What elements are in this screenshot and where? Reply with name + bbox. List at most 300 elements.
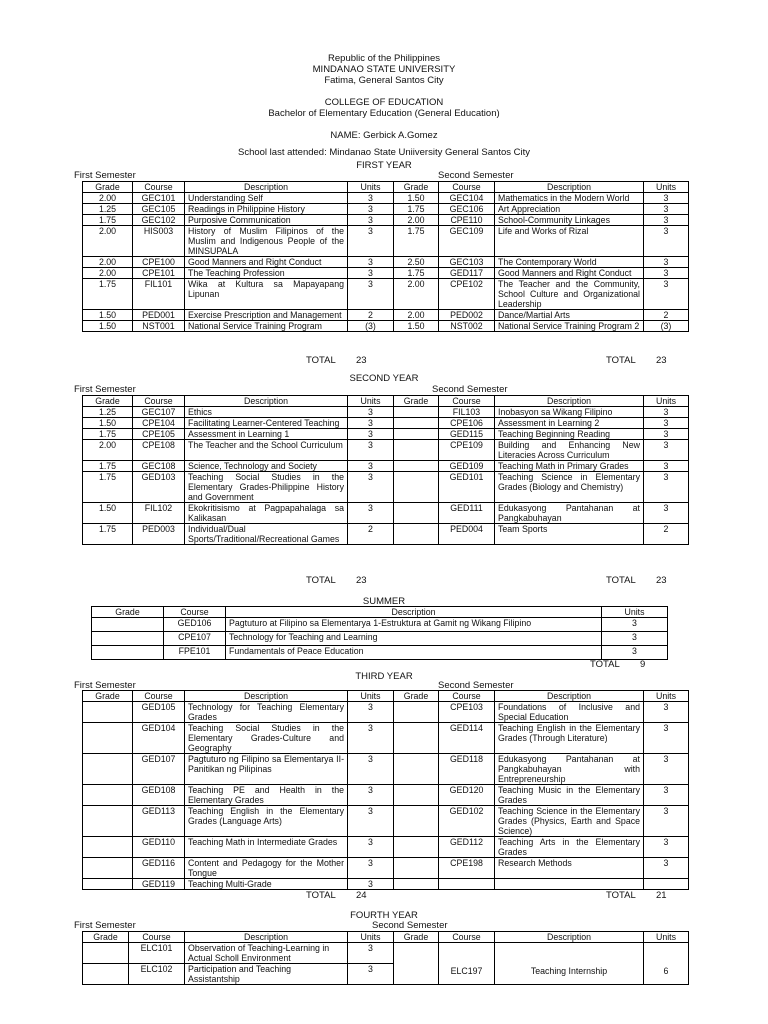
table-row xyxy=(83,279,689,310)
units-cell: (3) xyxy=(348,321,394,332)
course-code-cell: FIL103 xyxy=(439,407,495,418)
year-title: FIRST YEAR xyxy=(356,160,412,171)
description-cell: Exercise Prescription and Management xyxy=(185,310,348,321)
course-code-cell: CPE109 xyxy=(439,440,495,461)
units-cell: 3 xyxy=(348,858,394,879)
first-semester-label: First Semester xyxy=(74,680,136,691)
grade-cell xyxy=(394,858,439,879)
units-cell xyxy=(644,879,689,890)
table-row xyxy=(83,310,689,321)
units-cell: 6 xyxy=(644,943,689,985)
column-header: Course xyxy=(129,932,185,943)
grade-cell xyxy=(83,723,133,754)
grade-cell xyxy=(83,837,133,858)
units-cell: 3 xyxy=(348,407,394,418)
column-header: Grade xyxy=(83,932,129,943)
total-label: TOTAL xyxy=(606,890,636,901)
table-header-row xyxy=(83,691,689,702)
grade-cell xyxy=(83,702,133,723)
course-code-cell: GEC101 xyxy=(133,193,185,204)
second-semester-label: Second Semester xyxy=(372,920,448,931)
column-header: Course xyxy=(133,691,185,702)
course-code-cell: CPE110 xyxy=(439,215,495,226)
course-code-cell: GED120 xyxy=(439,785,495,806)
table-header-row xyxy=(92,607,668,618)
course-code-cell: GED119 xyxy=(133,879,185,890)
column-header: Units xyxy=(348,182,394,193)
description-cell: Participation and Teaching Assistantship xyxy=(185,964,348,985)
grade-cell xyxy=(394,785,439,806)
school-last-attended: School last attended: Mindanao State Uniiversity General Santos City xyxy=(237,147,531,158)
description-cell: Teaching Social Studies in the Elementary Grades-Culture and Geography xyxy=(185,723,348,754)
table-row xyxy=(92,632,668,646)
total-summer: 9 xyxy=(640,659,646,670)
total-label: TOTAL xyxy=(606,355,636,366)
table-row xyxy=(83,440,689,461)
units-cell: 3 xyxy=(644,429,689,440)
grade-cell: 1.75 xyxy=(394,268,439,279)
grade-cell xyxy=(83,858,133,879)
course-code-cell: CPE107 xyxy=(164,632,226,646)
grade-cell: 2.00 xyxy=(394,310,439,321)
description-cell: Understanding Self xyxy=(185,193,348,204)
grade-cell xyxy=(394,879,439,890)
column-header: Course xyxy=(133,396,185,407)
table-row xyxy=(83,785,689,806)
units-cell: 3 xyxy=(348,193,394,204)
description-cell: The Teaching Profession xyxy=(185,268,348,279)
grade-cell xyxy=(394,503,439,524)
column-header: Grade xyxy=(83,396,133,407)
table-header-row xyxy=(83,182,689,193)
table-row xyxy=(83,806,689,837)
course-code-cell: GED101 xyxy=(439,472,495,503)
units-cell: 3 xyxy=(644,785,689,806)
units-cell: 3 xyxy=(644,723,689,754)
first-semester-label: First Semester xyxy=(74,384,136,395)
column-header: Units xyxy=(644,932,689,943)
description-cell: Teaching English in the Elementary Grades (Language Arts) xyxy=(185,806,348,837)
description-cell: Purposive Communication xyxy=(185,215,348,226)
units-cell: 3 xyxy=(644,806,689,837)
column-header: Grade xyxy=(92,607,164,618)
column-header: Course xyxy=(164,607,226,618)
column-header: Grade xyxy=(394,182,439,193)
year-title: SECOND YEAR xyxy=(349,373,419,384)
column-header: Grade xyxy=(83,691,133,702)
description-cell: Research Methods xyxy=(495,858,644,879)
description-cell: Edukasyong Pantahanan at Pangkabuhayan xyxy=(495,503,644,524)
column-header: Grade xyxy=(394,932,439,943)
description-cell: Content and Pedagogy for the Mother Tongue xyxy=(185,858,348,879)
total-label: TOTAL xyxy=(306,575,336,586)
grade-cell: 1.50 xyxy=(83,503,133,524)
table-row xyxy=(83,524,689,545)
grade-cell: 1.50 xyxy=(394,193,439,204)
units-cell: 3 xyxy=(348,964,394,985)
description-cell: Wika at Kultura sa Mapayapang Lipunan xyxy=(185,279,348,310)
units-cell: 3 xyxy=(644,279,689,310)
column-header: Description xyxy=(185,691,348,702)
description-cell xyxy=(495,879,644,890)
table-row xyxy=(83,858,689,879)
units-cell: 3 xyxy=(348,943,394,964)
course-code-cell: GED110 xyxy=(133,837,185,858)
units-cell: 3 xyxy=(644,837,689,858)
third-year-body xyxy=(82,701,689,890)
description-cell: Technology for Teaching and Learning xyxy=(226,632,602,646)
course-code-cell: CPE101 xyxy=(133,268,185,279)
units-cell: 3 xyxy=(348,723,394,754)
grade-cell: 2.00 xyxy=(394,279,439,310)
total-label: TOTAL xyxy=(306,355,336,366)
column-header: Description xyxy=(495,691,644,702)
grade-cell xyxy=(83,754,133,785)
grade-cell: 1.50 xyxy=(394,321,439,332)
units-cell: 3 xyxy=(644,858,689,879)
table-row xyxy=(92,618,668,632)
table-row xyxy=(83,321,689,332)
grade-cell: 1.50 xyxy=(83,418,133,429)
course-code-cell: GED113 xyxy=(133,806,185,837)
course-code-cell: GEC102 xyxy=(133,215,185,226)
grade-cell xyxy=(394,806,439,837)
column-header: Units xyxy=(644,182,689,193)
grade-cell: 1.75 xyxy=(83,429,133,440)
course-code-cell: CPE106 xyxy=(439,418,495,429)
units-cell: 3 xyxy=(348,754,394,785)
units-cell: (3) xyxy=(644,321,689,332)
table-row xyxy=(83,943,689,964)
description-cell: Teaching Math in Intermediate Grades xyxy=(185,837,348,858)
description-cell: Building and Enhancing New Literacies Across Curriculum xyxy=(495,440,644,461)
units-cell: 3 xyxy=(602,632,668,646)
description-cell: Technology for Teaching Elementary Grades xyxy=(185,702,348,723)
course-code-cell: GED117 xyxy=(439,268,495,279)
course-code-cell: GEC104 xyxy=(439,193,495,204)
column-header: Course xyxy=(439,182,495,193)
first-year-body xyxy=(82,192,689,332)
units-cell: 3 xyxy=(348,472,394,503)
course-code-cell: ELC197 xyxy=(439,943,495,985)
grade-cell xyxy=(394,461,439,472)
course-code-cell: GEC107 xyxy=(133,407,185,418)
description-cell: Dance/Martial Arts xyxy=(495,310,644,321)
column-header: Description xyxy=(226,607,602,618)
units-cell: 3 xyxy=(644,257,689,268)
column-header: Units xyxy=(348,932,394,943)
units-cell: 3 xyxy=(348,204,394,215)
units-cell: 3 xyxy=(644,503,689,524)
units-cell: 2 xyxy=(348,310,394,321)
first-semester-label: First Semester xyxy=(74,170,136,181)
course-code-cell: GEC105 xyxy=(133,204,185,215)
grade-cell xyxy=(394,524,439,545)
table-row xyxy=(83,503,689,524)
total-second-semester: 23 xyxy=(656,575,667,586)
column-header: Description xyxy=(495,182,644,193)
table-row xyxy=(83,837,689,858)
column-header: Description xyxy=(185,932,348,943)
units-cell: 3 xyxy=(348,837,394,858)
student-name: NAME: Gerbick A.Gomez xyxy=(330,130,438,141)
description-cell: School-Community Linkages xyxy=(495,215,644,226)
grade-cell xyxy=(83,943,129,964)
description-cell: Teaching Science in the Elementary Grades (Physics, Earth and Space Science) xyxy=(495,806,644,837)
grade-cell xyxy=(394,472,439,503)
grade-cell: 2.00 xyxy=(83,268,133,279)
description-cell: Facilitating Learner-Centered Teaching xyxy=(185,418,348,429)
course-code-cell: CPE108 xyxy=(133,440,185,461)
total-label: TOTAL xyxy=(306,890,336,901)
description-cell: Teaching Math in Primary Grades xyxy=(495,461,644,472)
grade-cell: 1.25 xyxy=(83,407,133,418)
units-cell: 2 xyxy=(644,524,689,545)
summer-title: SUMMER xyxy=(362,596,406,607)
description-cell: The Contemporary World xyxy=(495,257,644,268)
grade-cell xyxy=(394,837,439,858)
course-code-cell: CPE100 xyxy=(133,257,185,268)
course-code-cell: GED104 xyxy=(133,723,185,754)
grade-cell: 1.75 xyxy=(83,279,133,310)
units-cell: 2 xyxy=(644,310,689,321)
grade-cell: 1.75 xyxy=(83,461,133,472)
grade-cell: 2.00 xyxy=(394,215,439,226)
description-cell: Observation of Teaching-Learning in Actual Scholl Environment xyxy=(185,943,348,964)
total-label: TOTAL xyxy=(606,575,636,586)
course-code-cell: FPE101 xyxy=(164,646,226,660)
units-cell: 3 xyxy=(348,806,394,837)
table-row xyxy=(83,429,689,440)
grade-cell xyxy=(394,407,439,418)
course-code-cell xyxy=(439,879,495,890)
course-code-cell: HIS003 xyxy=(133,226,185,257)
units-cell: 3 xyxy=(602,646,668,660)
units-cell: 3 xyxy=(644,268,689,279)
course-code-cell: PED003 xyxy=(133,524,185,545)
column-header: Grade xyxy=(394,396,439,407)
description-cell: National Service Training Program xyxy=(185,321,348,332)
units-cell: 3 xyxy=(348,268,394,279)
description-cell: Readings in Philippine History xyxy=(185,204,348,215)
table-row xyxy=(83,226,689,257)
total-second-semester: 23 xyxy=(656,355,667,366)
description-cell: Individual/Dual Sports/Traditional/Recreational Games xyxy=(185,524,348,545)
course-code-cell: GED109 xyxy=(439,461,495,472)
grade-cell: 1.75 xyxy=(83,215,133,226)
grade-cell: 2.00 xyxy=(83,226,133,257)
table-row xyxy=(83,204,689,215)
course-code-cell: GED102 xyxy=(439,806,495,837)
units-cell: 3 xyxy=(348,440,394,461)
units-cell: 3 xyxy=(644,193,689,204)
units-cell: 3 xyxy=(644,461,689,472)
table-header-row xyxy=(83,396,689,407)
table-row xyxy=(83,418,689,429)
course-code-cell: GED103 xyxy=(133,472,185,503)
grade-cell: 1.75 xyxy=(83,524,133,545)
grade-cell xyxy=(83,964,129,985)
second-semester-label: Second Semester xyxy=(438,170,514,181)
second-semester-label: Second Semester xyxy=(438,680,514,691)
grade-cell: 1.75 xyxy=(83,472,133,503)
table-row xyxy=(83,193,689,204)
grade-cell: 1.50 xyxy=(83,321,133,332)
units-cell: 3 xyxy=(348,226,394,257)
units-cell: 3 xyxy=(644,204,689,215)
column-header: Grade xyxy=(83,182,133,193)
description-cell: Assessment in Learning 1 xyxy=(185,429,348,440)
grade-cell xyxy=(83,785,133,806)
grade-cell: 1.75 xyxy=(394,226,439,257)
course-code-cell: GED114 xyxy=(439,723,495,754)
grade-cell xyxy=(394,754,439,785)
description-cell: Science, Technology and Society xyxy=(185,461,348,472)
column-header: Units xyxy=(644,396,689,407)
table-row xyxy=(92,646,668,660)
total-first-semester: 23 xyxy=(356,355,367,366)
description-cell: Mathematics in the Modern World xyxy=(495,193,644,204)
description-cell: Teaching English in the Elementary Grades (Through Literature) xyxy=(495,723,644,754)
description-cell: Good Manners and Right Conduct xyxy=(495,268,644,279)
second-semester-label: Second Semester xyxy=(432,384,508,395)
units-cell: 3 xyxy=(348,461,394,472)
table-header-row xyxy=(83,932,689,943)
units-cell: 3 xyxy=(348,879,394,890)
grade-cell: 2.00 xyxy=(83,193,133,204)
description-cell: Fundamentals of Peace Education xyxy=(226,646,602,660)
table-row xyxy=(83,461,689,472)
grade-cell xyxy=(83,879,133,890)
column-header: Description xyxy=(185,396,348,407)
description-cell: Ekokritisismo at Pagpapahalaga sa Kalikasan xyxy=(185,503,348,524)
description-cell: Teaching PE and Health in the Elementary Grades xyxy=(185,785,348,806)
course-code-cell: NST002 xyxy=(439,321,495,332)
table-row xyxy=(83,879,689,890)
description-cell: Foundations of Inclusive and Special Education xyxy=(495,702,644,723)
column-header: Course xyxy=(439,691,495,702)
course-code-cell: NST001 xyxy=(133,321,185,332)
description-cell: Edukasyong Pantahanan at Pangkabuhayan with Entrepreneurship xyxy=(495,754,644,785)
grade-cell xyxy=(92,618,164,632)
course-code-cell: GEC106 xyxy=(439,204,495,215)
table-row xyxy=(83,257,689,268)
grade-cell: 2.50 xyxy=(394,257,439,268)
column-header: Course xyxy=(439,932,495,943)
units-cell: 3 xyxy=(644,226,689,257)
units-cell: 3 xyxy=(348,503,394,524)
course-code-cell: FIL102 xyxy=(133,503,185,524)
description-cell: Teaching Science in Elementary Grades (Biology and Chemistry) xyxy=(495,472,644,503)
column-header: Description xyxy=(495,932,644,943)
table-row xyxy=(83,268,689,279)
units-cell: 3 xyxy=(348,702,394,723)
column-header: Units xyxy=(348,691,394,702)
units-cell: 3 xyxy=(644,702,689,723)
course-code-cell: PED001 xyxy=(133,310,185,321)
republic-line: Republic of the Philippines xyxy=(328,53,440,64)
description-cell: Pagtuturo ng Filipino sa Elementarya II-Panitikan ng Pilipinas xyxy=(185,754,348,785)
course-code-cell: ELC102 xyxy=(129,964,185,985)
units-cell: 3 xyxy=(644,754,689,785)
table-row xyxy=(83,472,689,503)
grade-cell: 2.00 xyxy=(83,257,133,268)
course-code-cell: GEC108 xyxy=(133,461,185,472)
university-line: MINDANAO STATE UNIVERSITY xyxy=(312,64,456,75)
table-row xyxy=(83,754,689,785)
description-cell: Teaching Social Studies in the Elementary Grades-Philippine History and Government xyxy=(185,472,348,503)
table-row xyxy=(83,215,689,226)
course-code-cell: GED105 xyxy=(133,702,185,723)
column-header: Grade xyxy=(394,691,439,702)
total-first-semester: 23 xyxy=(356,575,367,586)
course-code-cell: GED112 xyxy=(439,837,495,858)
total-first-semester: 24 xyxy=(356,890,367,901)
course-code-cell: GED106 xyxy=(164,618,226,632)
total-second-semester: 21 xyxy=(656,890,667,901)
course-code-cell: PED004 xyxy=(439,524,495,545)
units-cell: 3 xyxy=(644,407,689,418)
grade-cell xyxy=(92,632,164,646)
units-cell: 3 xyxy=(348,418,394,429)
grade-cell xyxy=(92,646,164,660)
fourth-year-table xyxy=(82,931,689,985)
units-cell: 3 xyxy=(348,429,394,440)
units-cell: 3 xyxy=(602,618,668,632)
description-cell: Good Manners and Right Conduct xyxy=(185,257,348,268)
column-header: Course xyxy=(439,396,495,407)
grade-cell: 1.75 xyxy=(394,204,439,215)
description-cell: The Teacher and the School Curriculum xyxy=(185,440,348,461)
units-cell: 3 xyxy=(644,472,689,503)
course-code-cell: CPE103 xyxy=(439,702,495,723)
course-code-cell: GED115 xyxy=(439,429,495,440)
grade-cell xyxy=(394,418,439,429)
column-header: Course xyxy=(133,182,185,193)
description-cell: Ethics xyxy=(185,407,348,418)
units-cell: 3 xyxy=(644,215,689,226)
units-cell: 3 xyxy=(644,440,689,461)
program-line: Bachelor of Elementary Education (General Education) xyxy=(268,108,500,119)
description-cell: Inobasyon sa Wikang Filipino xyxy=(495,407,644,418)
course-code-cell: GED116 xyxy=(133,858,185,879)
column-header: Units xyxy=(602,607,668,618)
course-code-cell: GEC109 xyxy=(439,226,495,257)
description-cell: Teaching Internship xyxy=(495,943,644,985)
course-code-cell: CPE104 xyxy=(133,418,185,429)
description-cell: Teaching Arts in the Elementary Grades xyxy=(495,837,644,858)
table-row xyxy=(83,702,689,723)
course-code-cell: GED111 xyxy=(439,503,495,524)
units-cell: 3 xyxy=(644,418,689,429)
units-cell: 3 xyxy=(348,785,394,806)
units-cell: 3 xyxy=(348,257,394,268)
units-cell: 3 xyxy=(348,215,394,226)
grade-cell xyxy=(394,702,439,723)
course-code-cell: GED108 xyxy=(133,785,185,806)
course-code-cell: GEC103 xyxy=(439,257,495,268)
grade-cell xyxy=(394,943,439,985)
table-row xyxy=(83,723,689,754)
column-header: Units xyxy=(644,691,689,702)
total-label: TOTAL xyxy=(590,659,620,670)
course-code-cell: CPE105 xyxy=(133,429,185,440)
description-cell: The Teacher and the Community, School Culture and Organizational Leadership xyxy=(495,279,644,310)
grade-cell: 1.50 xyxy=(83,310,133,321)
year-title: THIRD YEAR xyxy=(355,671,413,682)
table-row xyxy=(83,407,689,418)
first-semester-label: First Semester xyxy=(74,920,136,931)
